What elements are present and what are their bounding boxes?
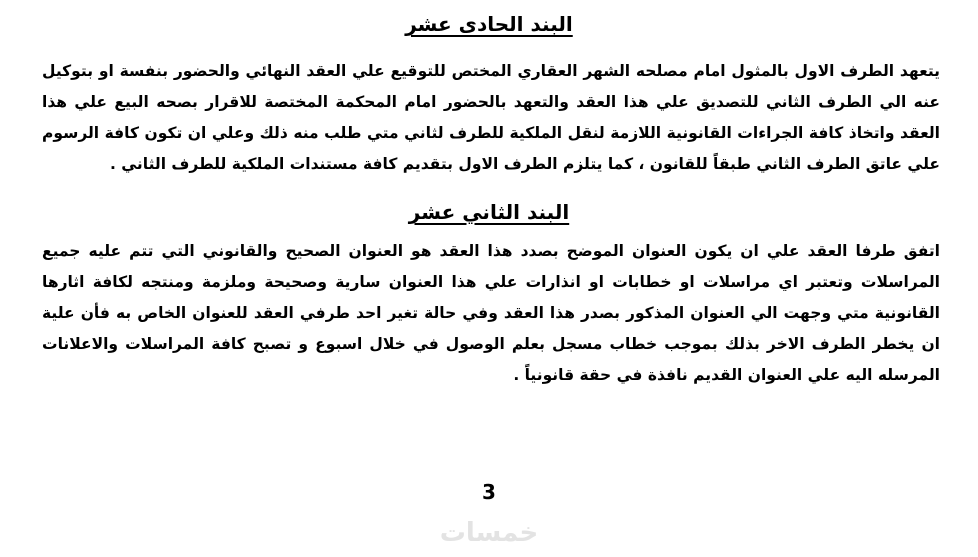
page-number: 3 <box>482 480 496 504</box>
section-11-paragraph: يتعهد الطرف الاول بالمثول امام مصلحه الشهر العقاري المختص للتوقيع علي العقد النهائي والحضور بنفسة او بتوكيل عنه الي الطرف الثاني للتصديق علي هذا العقد والتعهد بالحضور امام المحكمة المختصة للاقرار بصحه البيع علي هذا العقد واتخاذ كافة الجراءات القانونية اللازمة لنقل الملكية للطرف لثاني متي طلب منه ذلك وعلي ان تكون كافة الرسوم علي عاتق الطرف الثاني طبقاً للقانون ، كما يتلزم الطرف الاول بتقديم كافة مستندات الملكية للطرف الثاني . <box>42 62 940 173</box>
section-12-paragraph: اتفق طرفا العقد علي ان يكون العنوان الموضح بصدد هذا العقد هو العنوان الصحيح والقانوني التي تتم عليه جميع المراسلات وتعتبر اي مراسلات او خطابات او انذارات علي هذا العنوان سارية وصحيحة وملزمة ومنتجه لكافة اثارها القانونية متي وجهت الي العنوان المذكور بصدر هذا العقد وفي حالة تغير احد طرفي العقد للعنوان الخاص به فأن علية ان يخطر الطرف الاخر بذلك بموجب خطاب مسجل بعلم الوصول في خلال اسبوع و تصبح كافة المراسلات والاعلانات المرسله اليه علي العنوان القديم نافذة في حقة قانونياً . <box>42 242 940 384</box>
watermark-logo: خمسات <box>439 518 539 548</box>
section-11-heading: البند الحادى عشر <box>405 12 573 36</box>
section-12-heading: البند الثاني عشر <box>408 200 570 224</box>
